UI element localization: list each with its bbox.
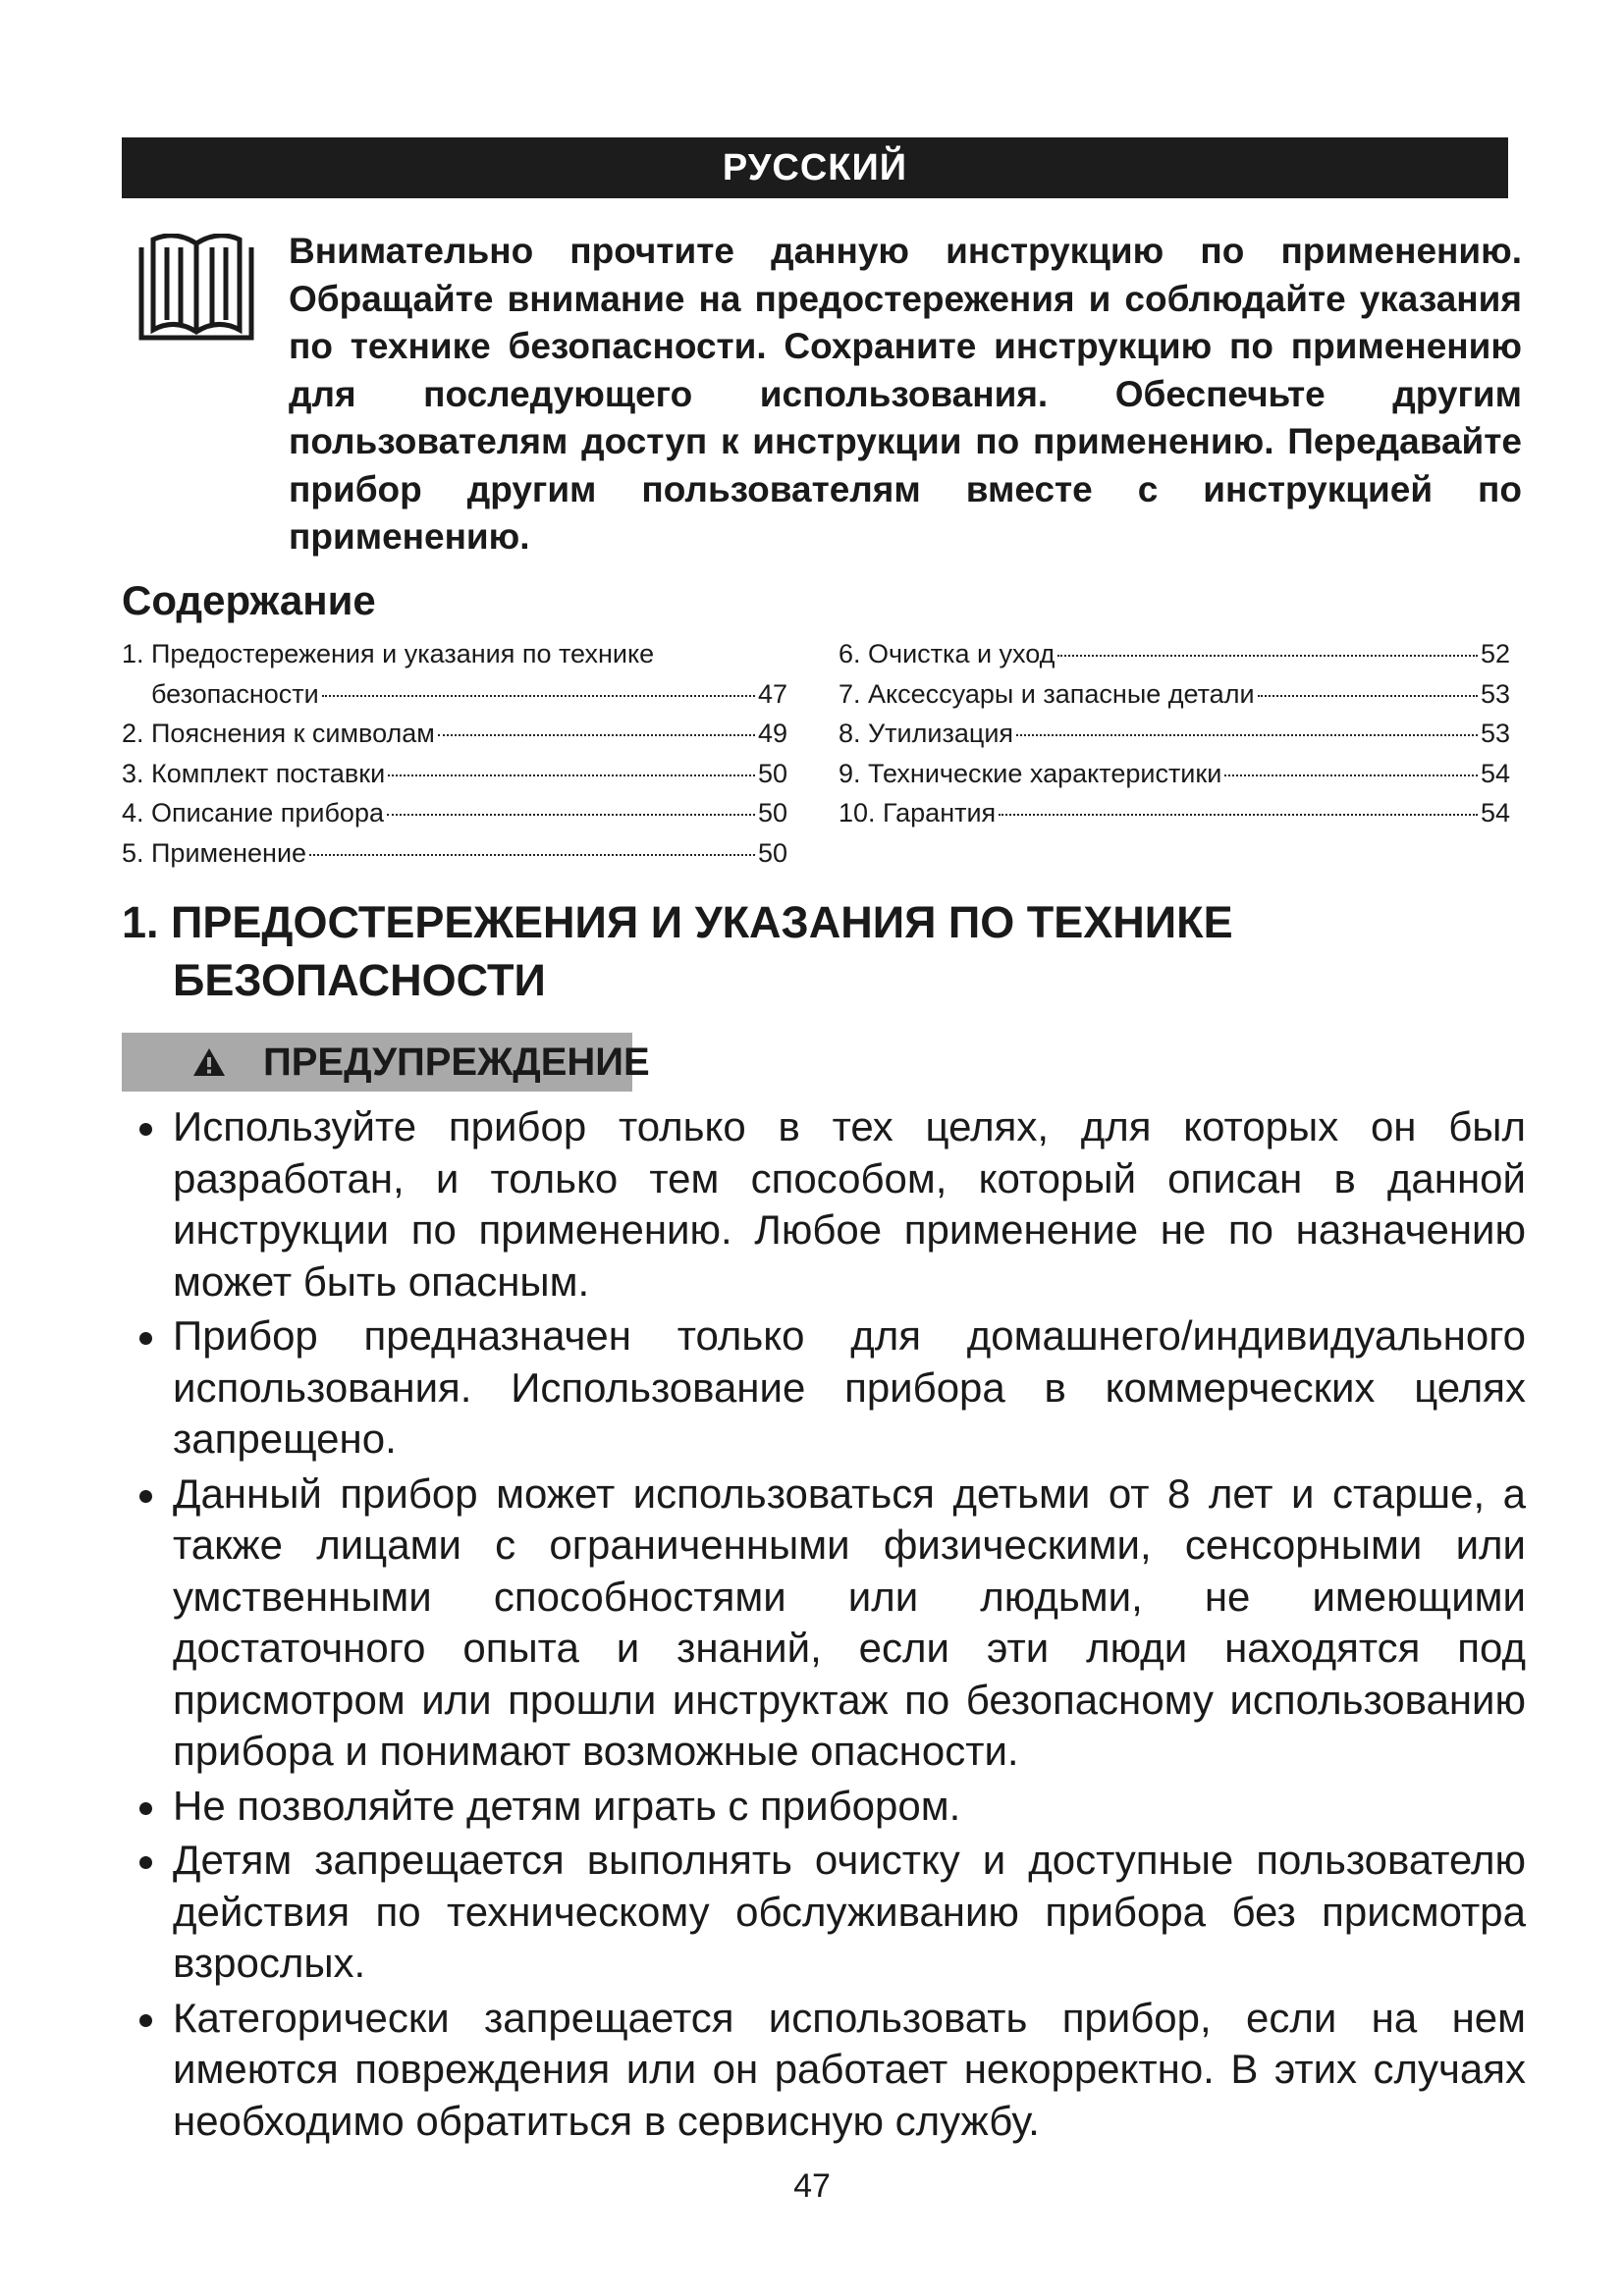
list-item: Не позволяйте детям играть с прибором.: [137, 1781, 1526, 1833]
toc-item[interactable]: [839, 793, 1510, 833]
toc-item-page: 53: [1480, 719, 1510, 748]
toc-item-label-cont: безопасности: [151, 678, 319, 709]
list-item: Детям запрещается выполнять очистку и доступные пользователю действия по техническому обслуживанию прибора без присмотра взрослых.: [137, 1835, 1526, 1990]
toc-item-page: 53: [1480, 678, 1510, 709]
toc-title: Содержание: [122, 577, 376, 623]
toc-item-page: 50: [757, 798, 787, 828]
toc-item-label: 2. Пояснения к символам: [122, 719, 435, 748]
toc-item[interactable]: [122, 634, 787, 714]
section-title-line1: 1. ПРЕДОСТЕРЕЖЕНИЯ И УКАЗАНИЯ ПО ТЕХНИКЕ: [122, 897, 1233, 947]
intro-block: [128, 228, 1522, 561]
page-number: 47: [793, 2167, 831, 2205]
toc-item-page: 50: [757, 837, 787, 868]
toc-leader: [1057, 655, 1478, 657]
toc-leader: [387, 814, 755, 816]
toc-item-page: 50: [757, 758, 787, 788]
toc-item-label: 6. Очистка и уход: [839, 639, 1056, 668]
toc-item-label: 5. Применение: [122, 837, 307, 868]
toc-item[interactable]: [122, 793, 787, 833]
toc-leader: [1016, 734, 1478, 736]
toc-item-page: 49: [757, 719, 787, 748]
toc-leader: [438, 734, 755, 736]
open-book-icon: [128, 234, 265, 351]
section-title: [122, 893, 1516, 1009]
toc-item[interactable]: [839, 634, 1510, 674]
list-item: Прибор предназначен только для домашнего/индивидуального использования. Использование прибора в коммерческих целях запрещено.: [137, 1310, 1526, 1466]
toc-item[interactable]: [839, 754, 1510, 794]
toc-item[interactable]: [122, 833, 787, 874]
toc-item-label: 3. Комплект поставки: [122, 758, 386, 788]
toc-leader: [322, 695, 755, 697]
toc-item-page: 47: [757, 678, 787, 709]
toc-item-label: 8. Утилизация: [839, 719, 1014, 748]
toc-item-label: 7. Аксессуары и запасные детали: [839, 678, 1255, 709]
list-item: Данный прибор может использоваться детьми от 8 лет и старше, а также лицами с ограниченными физическими, сенсорными или умственными способностями или людьми, не имеющими достаточного опыта и знаний, если эти люди находятся под присмотром или прошли инструктаж по безопасному использованию прибора и понимают возможные опасности.: [137, 1468, 1526, 1778]
toc-item-label: 10. Гарантия: [839, 798, 997, 828]
toc-item[interactable]: [839, 714, 1510, 754]
toc-leader: [309, 854, 755, 856]
toc-left-column: [122, 634, 787, 873]
list-item: Категорически запрещается использовать прибор, если на нем имеются повреждения или он работает некорректно. В этих случаях необходимо обратиться в сервисную службу.: [137, 1993, 1526, 2148]
toc-item-label: 1. Предостережения и указания по технике: [122, 639, 655, 668]
section-title-line2: БЕЗОПАСНОСТИ: [173, 955, 546, 1005]
list-item: Используйте прибор только в тех целях, для которых он был разработан, и только тем способом, который описан в данной инструкции по применению. Любое применение не по назначению может быть опасным.: [137, 1101, 1526, 1308]
toc-item-page: 54: [1480, 758, 1510, 788]
toc-item-page: 54: [1480, 798, 1510, 828]
toc-leader: [388, 774, 755, 776]
toc-item-page: 52: [1480, 639, 1510, 668]
warning-list: [137, 1101, 1526, 2150]
warning-banner: [192, 1033, 650, 1092]
toc-right-column: [839, 634, 1510, 833]
toc-item-label: 9. Технические характеристики: [839, 758, 1222, 788]
toc-leader: [999, 814, 1478, 816]
toc-item[interactable]: [122, 714, 787, 754]
warning-triangle-icon: [192, 1047, 226, 1077]
language-header: РУССКИЙ: [122, 137, 1508, 198]
intro-paragraph: Внимательно прочтите данную инструкцию по применению. Обращайте внимание на предостережения и соблюдайте указания по технике безопасности. Сохраните инструкцию по применению для последующего использования. Обеспечьте другим пользователям доступ к инструкции по применению. Передавайте прибор другим пользователям вместе с инструкцией по применению.: [289, 231, 1522, 557]
toc-item[interactable]: [122, 754, 787, 794]
toc-leader: [1258, 695, 1478, 697]
toc-item[interactable]: [839, 674, 1510, 715]
toc-leader: [1224, 774, 1478, 776]
warning-label: ПРЕДУПРЕЖДЕНИЕ: [263, 1041, 650, 1084]
toc-item-label: 4. Описание прибора: [122, 798, 384, 828]
